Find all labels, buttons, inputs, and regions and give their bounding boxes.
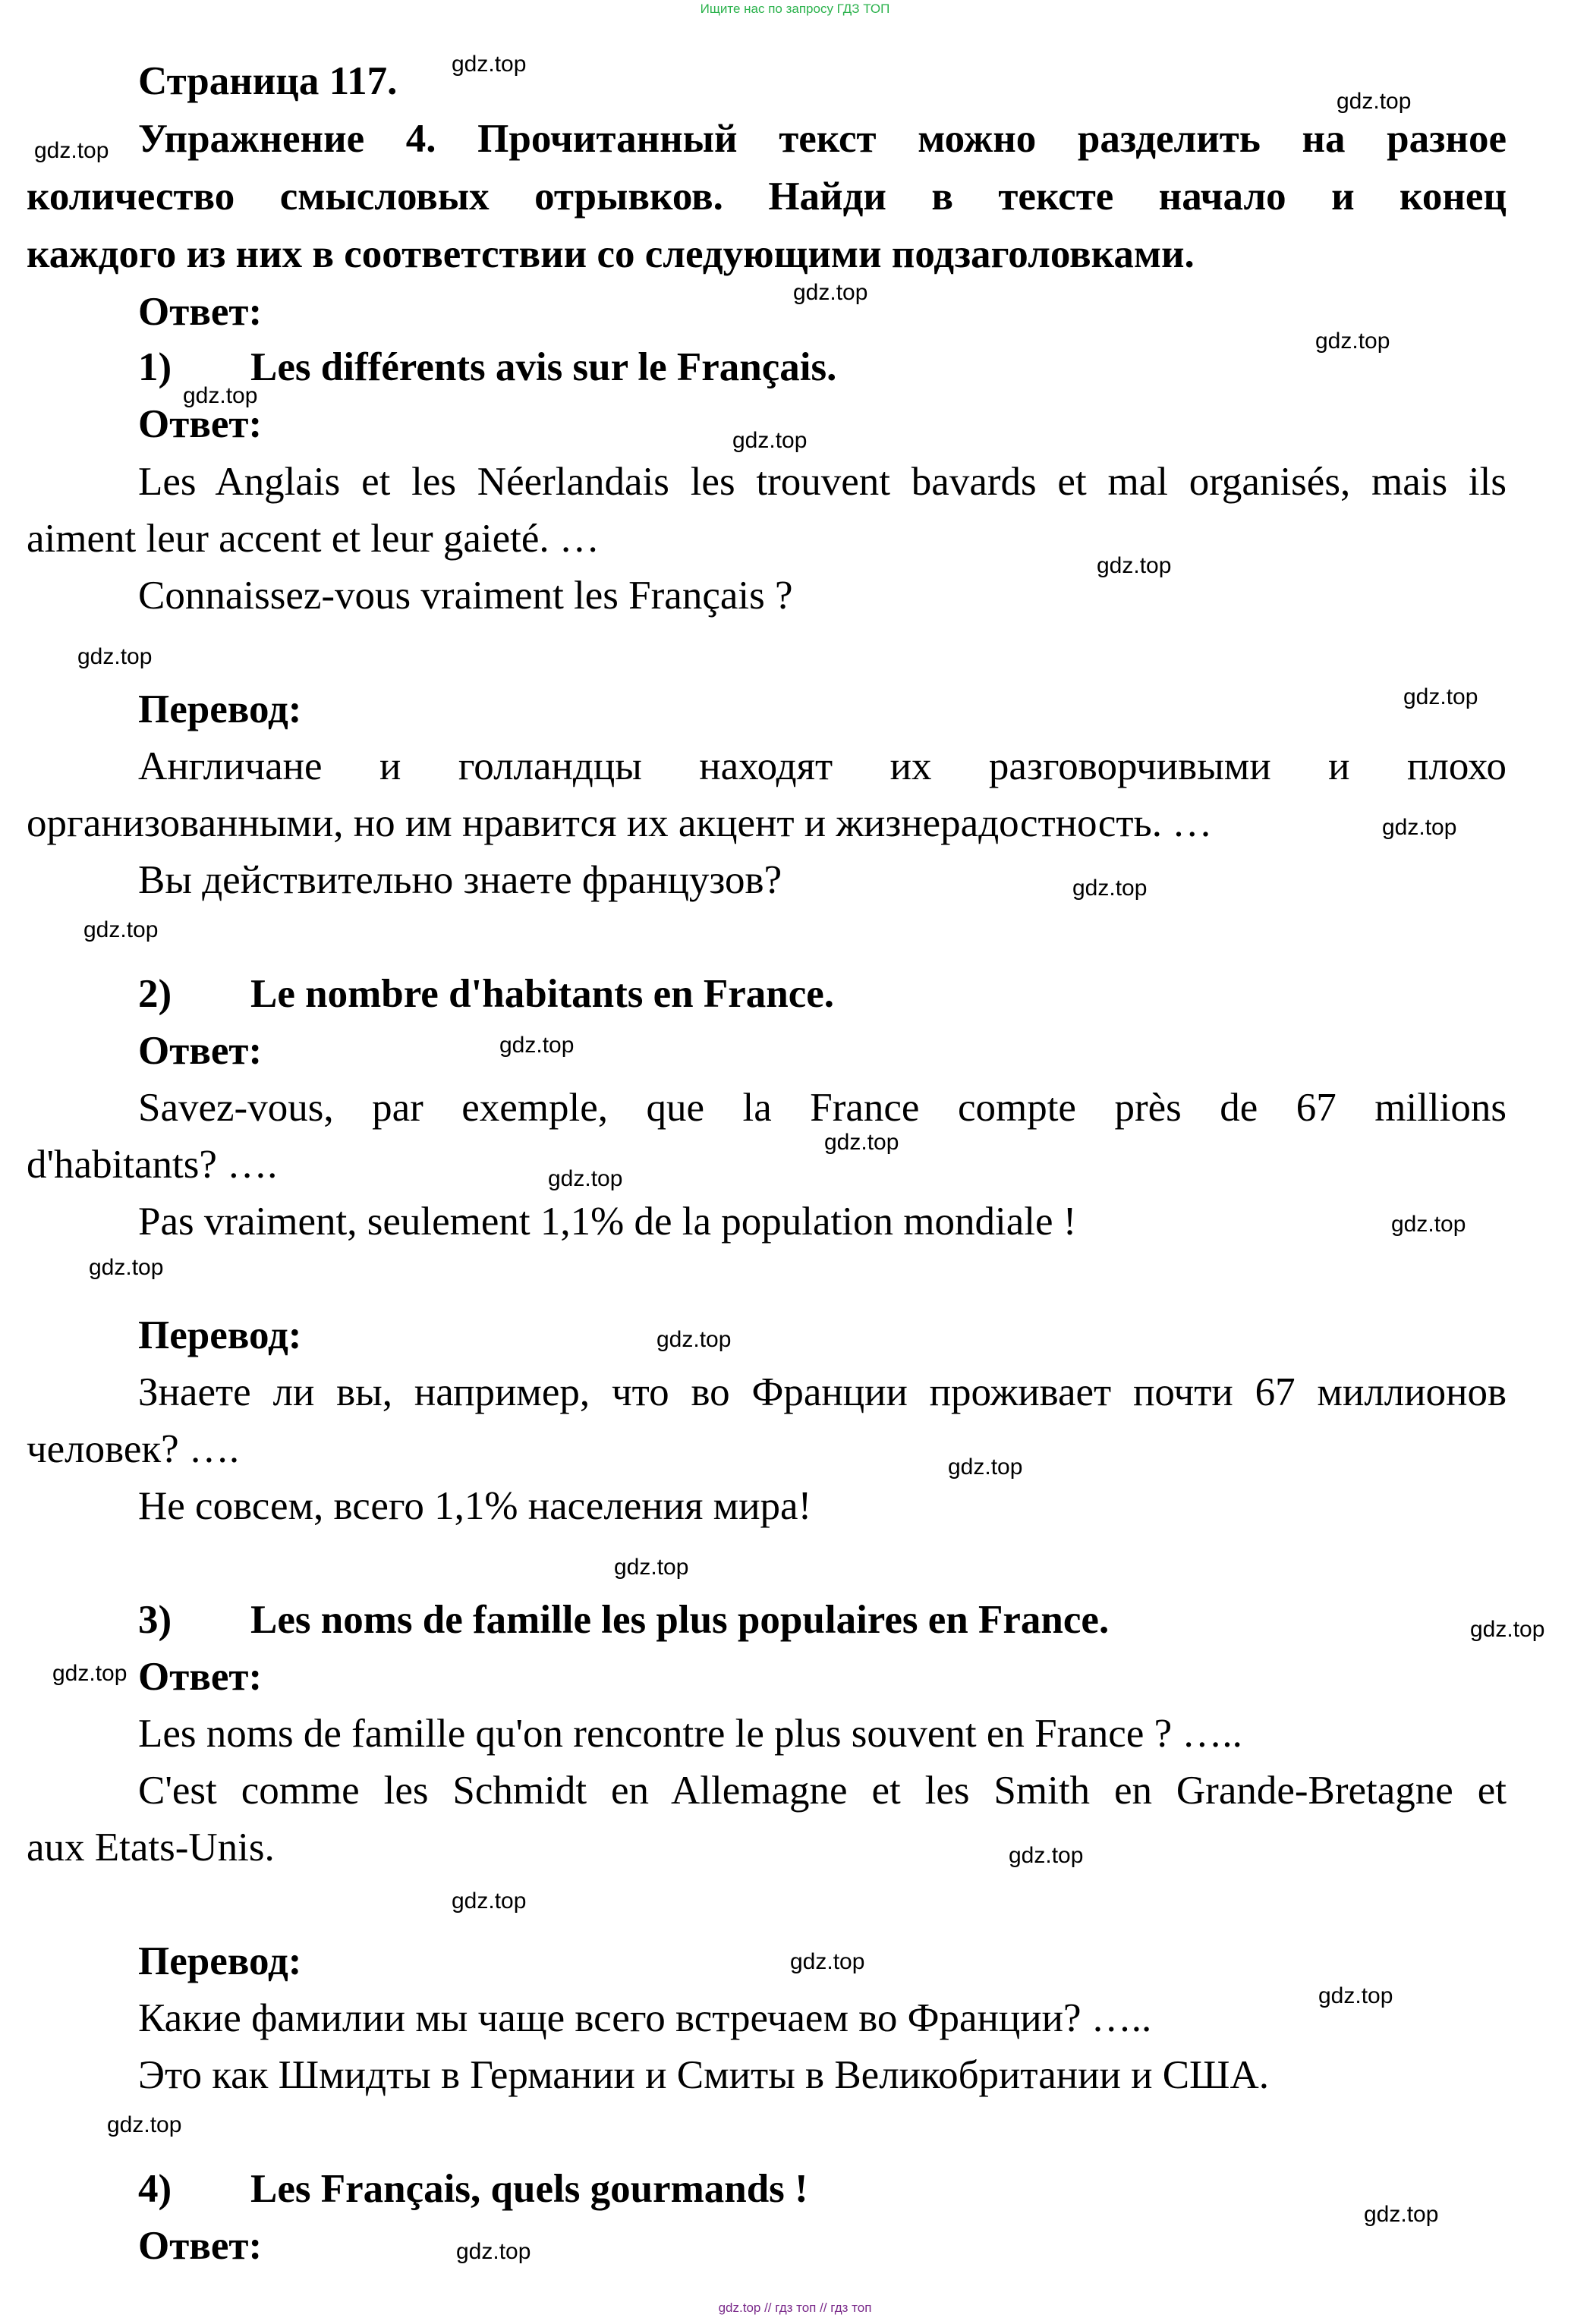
watermark: gdz.top (499, 1033, 575, 1058)
watermark: gdz.top (1072, 876, 1148, 901)
watermark: gdz.top (89, 1255, 164, 1280)
exercise-text-line-2: количество смысловых отрывков. Найди в тексте начало и конец (27, 175, 1507, 219)
answer-label: Ответ: (138, 402, 263, 446)
watermark: gdz.top (1315, 329, 1390, 354)
answer-text-line: C'est comme les Schmidt en Allemagne et les Smith en Grande-Bretagne et (138, 1769, 1507, 1813)
translation-text-line: Какие фамилии мы чаще всего встречаем во Франции? ….. (138, 1996, 1152, 2040)
section-heading-text: Le nombre d'habitants en France. (250, 972, 835, 1016)
exercise-text-line-1: Упражнение 4. Прочитанный текст можно разделить на разное (138, 117, 1507, 161)
watermark: gdz.top (1364, 2202, 1439, 2227)
section-number: 3) (138, 1598, 172, 1642)
translation-label: Перевод: (138, 1939, 302, 1983)
section-heading-text: Les Français, quels gourmands ! (250, 2167, 808, 2211)
watermark: gdz.top (948, 1454, 1023, 1480)
translation-label: Перевод: (138, 1313, 302, 1357)
answer-text-line: Les Anglais et les Néerlandais les trouvent bavards et mal organisés, mais ils (138, 460, 1507, 504)
header-note[interactable]: Ищите нас по запросу ГДЗ ТОП (700, 2, 890, 16)
answer-text-line: aux Etats-Unis. (27, 1826, 275, 1870)
translation-text-line: Не совсем, всего 1,1% населения мира! (138, 1484, 812, 1528)
section-heading (138, 1596, 1109, 1643)
watermark: gdz.top (52, 1661, 128, 1686)
watermark: gdz.top (1009, 1843, 1084, 1868)
translation-text-line: Это как Шмидты в Германии и Смиты в Великобритании и США. (138, 2053, 1270, 2097)
answer-label: Ответ: (138, 1655, 263, 1699)
watermark: gdz.top (456, 2239, 531, 2264)
exercise-text-line-3: каждого из них в соответствии со следующими подзаголовками. (27, 232, 1195, 276)
answer-text-line: Savez-vous, par exemple, que la France compte près de 67 millions (138, 1086, 1507, 1130)
watermark: gdz.top (824, 1130, 899, 1155)
watermark: gdz.top (1318, 1983, 1393, 2008)
watermark: gdz.top (1403, 684, 1478, 709)
watermark: gdz.top (793, 280, 868, 305)
answer-text-line: aiment leur accent et leur gaieté. … (27, 517, 600, 561)
watermark: gdz.top (656, 1327, 732, 1352)
translation-text-line: организованными, но им нравится их акцент и жизнерадостность. … (27, 801, 1213, 845)
watermark: gdz.top (548, 1166, 623, 1191)
answer-label: Ответ: (138, 290, 263, 334)
section-number: 1) (138, 345, 172, 389)
footer-note[interactable]: gdz.top // гдз топ // гдз топ (718, 2300, 872, 2315)
section-heading (138, 970, 834, 1017)
watermark: gdz.top (1097, 553, 1172, 578)
watermark: gdz.top (77, 644, 153, 669)
watermark: gdz.top (790, 1949, 865, 1974)
watermark: gdz.top (614, 1555, 689, 1580)
watermark: gdz.top (452, 52, 527, 77)
answer-label: Ответ: (138, 2224, 263, 2268)
watermark: gdz.top (83, 917, 159, 942)
watermark: gdz.top (452, 1888, 527, 1914)
translation-text-line: человек? …. (27, 1427, 240, 1471)
watermark: gdz.top (1391, 1212, 1466, 1237)
translation-label: Перевод: (138, 687, 302, 731)
answer-text-line: Les noms de famille qu'on rencontre le plus souvent en France ? ….. (138, 1712, 1242, 1756)
section-heading-text: Les différents avis sur le Français. (250, 345, 837, 389)
watermark: gdz.top (107, 2112, 182, 2137)
section-heading-text: Les noms de famille les plus populaires en France. (250, 1598, 1110, 1642)
section-number: 2) (138, 972, 172, 1016)
page-title: Страница 117. (138, 59, 398, 103)
translation-text-line: Знаете ли вы, например, что во Франции проживает почти 67 миллионов (138, 1370, 1507, 1414)
translation-text-line: Вы действительно знаете французов? (138, 858, 782, 902)
answer-text-line: d'habitants? …. (27, 1143, 278, 1187)
answer-text-line: Pas vraiment, seulement 1,1% de la population mondiale ! (138, 1200, 1077, 1244)
watermark: gdz.top (732, 428, 808, 453)
watermark: gdz.top (1470, 1617, 1545, 1642)
answer-label: Ответ: (138, 1029, 263, 1073)
section-heading (138, 2165, 808, 2212)
answer-text-line: Connaissez-vous vraiment les Français ? (138, 574, 793, 618)
watermark: gdz.top (183, 383, 258, 408)
watermark: gdz.top (1382, 815, 1457, 840)
translation-text-line: Англичане и голландцы находят их разговорчивыми и плохо (138, 744, 1507, 788)
watermark: gdz.top (34, 138, 109, 163)
section-number: 4) (138, 2167, 172, 2211)
watermark: gdz.top (1337, 89, 1412, 114)
